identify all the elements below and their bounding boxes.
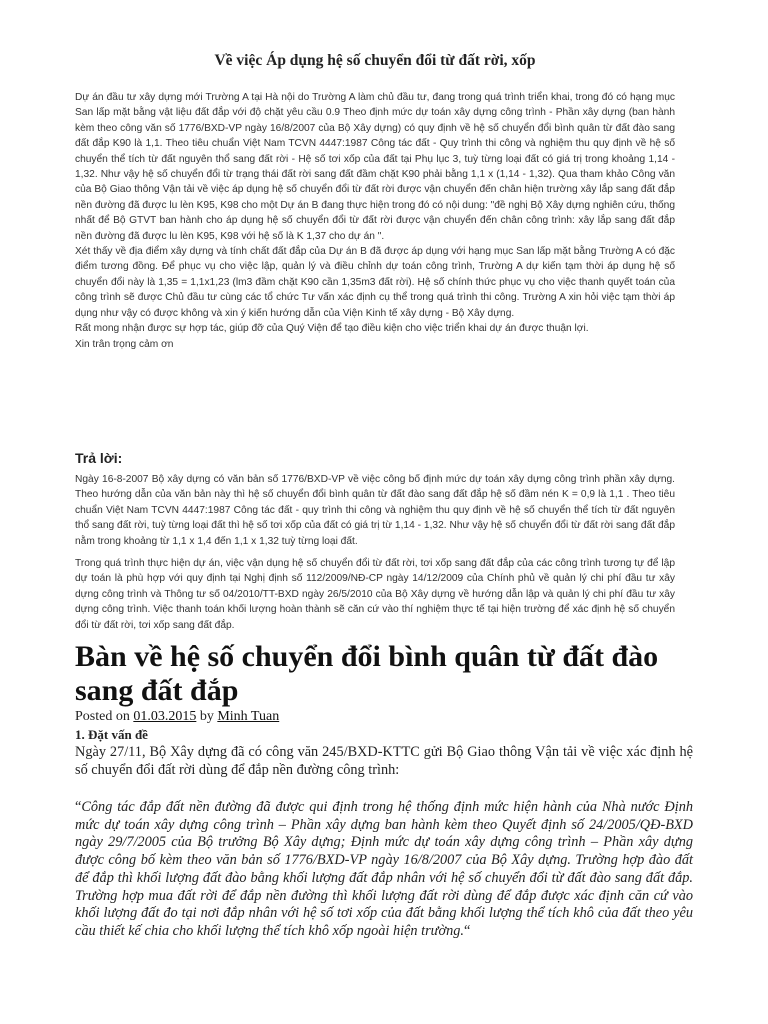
quote-close-mark: “ (463, 922, 471, 939)
article (75, 640, 693, 941)
posted-by: by (199, 709, 214, 724)
answer-heading: Trả lời: (75, 450, 123, 466)
article-quote (75, 799, 693, 941)
answer-paragraph: Ngày 16-8-2007 Bộ xây dựng có văn bản số 1776/BXD-VP về việc công bố định mức dự toán xây dựng công trình phần xây dựng. Theo hướng dẫn của văn bản này thì hệ số chuyển đổi bình quân từ đất đào sang đất đắp hệ số đầm nén K = 0,9 là 1,1 . Theo tiêu chuẩn Việt Nam TCVN 4447:1987 Công tác đất - quy trình thi công và nghiệm thu quy định về hệ số chuyển thể tích từ đất nguyên thổ sang đất rời, tuỳ từng loại đất thì hệ số tơi xốp của đất có giá trị từ 1,14 - 1,32. Như vậy hệ số chuyển đổi từ đất rời sang đất đắp nằm trong khoảng từ 1,1 x 1,4 đến 1,1 x 1,32 tuỳ từng loại đất. (75, 474, 675, 547)
post-meta (75, 709, 693, 725)
article-title: Bàn về hệ số chuyển đổi bình quân từ đất đào sang đất đắp (75, 640, 659, 707)
article-intro: Ngày 27/11, Bộ Xây dựng đã có công văn 245/BXD-KTTC gửi Bộ Giao thông Vận tải về việc xác định hệ số chuyển đổi đất rời dùng để đắp nền đường công trình: (75, 744, 693, 778)
question-section (75, 90, 675, 352)
quote-text: Công tác đắp đất nền đường đã được qui định trong hệ thống định mức hiện hành của Nhà nước Định mức dự toán xây dựng công trình – Phần xây dựng ban hành kèm theo Quyết định số 24/2005/QĐ-BXD ngày 29/7/2005 của Bộ trưởng Bộ Xây dựng; Định mức dự toán xây dựng công trình – Phần xây dựng được công bố kèm theo văn bản số 1776/BXD-VP ngày 16/8/2007 của Bộ Xây dựng. Trường hợp đào đất để đắp thì khối lượng đất đào bằng khối lượng đất đắp nhân với hệ số chuyển đổi từ đất đào sang đất đắp. Trường hợp mua đất rời để đắp nền đường thì khối lượng đất rời dùng để đắp được xác định căn cứ vào khối lượng đất đo tại nơi đắp nhân với hệ số tơi xốp của đất bằng khối lượng thể tích khô của đất theo yêu cầu thiết kế chia cho khối lượng thể tích khô xốp ngoài hiện trường. (75, 799, 693, 939)
question-paragraph: Xét thấy về địa điểm xây dựng và tính chất đất đắp của Dự án B đã được áp dụng với hạng mục San lấp mặt bằng Trường A có đặc điểm tương đồng. Để phục vụ cho việc lập, quản lý và điều chỉnh dự toán công trình, Trường A dự kiến tạm thời áp dụng hệ số chuyển đổi này là 1,35 = 1,1x1,23 (lm3 đầm chặt K90 cần 1,35m3 đất rời). Hệ số chính thức phục vụ cho việc thanh quyết toán của công trình sẽ được Chủ đầu tư cùng các tổ chức Tư vấn xác định cụ thể trong quá trình thi công. Trường A xin hỏi việc tạm thời áp dụng như vậy có được không và xin ý kiến hướng dẫn của Viện Kinh tế xây dựng - Bộ Xây dựng. (75, 246, 675, 319)
author-link[interactable]: Minh Tuan (217, 709, 280, 724)
answer-paragraph: Trong quá trình thực hiện dự án, việc vận dụng hệ số chuyển đổi từ đất rời, tơi xốp sang đất đắp của các công trình tương tự để lập dự toán là phù hợp với quy định tại Nghị định số 112/2009/NĐ-CP ngày 14/12/2009 của Chính phủ về quản lý chi phí đầu tư xây dựng công trình và Thông tư số 04/2010/TT-BXD ngày 26/5/2010 của Bộ Xây dựng về hướng dẫn lập và quản lý chi phí đầu tư xây dựng công trình. Việc thanh toán khối lượng hoàn thành sẽ căn cứ vào thí nghiệm thực tế tại hiện trường để xác định hệ số chuyển đổi từ đất rời, tơi xốp sang đất đắp. (75, 558, 675, 631)
answer-section (75, 472, 675, 640)
document-title: Về việc Áp dụng hệ số chuyển đổi từ đất rời, xốp (214, 52, 536, 69)
posted-date-link[interactable]: 01.03.2015 (133, 709, 197, 724)
question-paragraph: Rất mong nhận được sự hợp tác, giúp đỡ của Quý Viện để tạo điều kiện cho việc triển khai dự án được thuận lợi. (75, 323, 589, 335)
posted-prefix: Posted on (75, 709, 130, 724)
question-paragraph: Dự án đầu tư xây dựng mới Trường A tại Hà nội do Trường A làm chủ đầu tư, đang trong quá trình triển khai, trong đó có hạng mục San lấp mặt bằng vật liệu đất đắp với độ chặt yêu cầu 0.9 Theo định mức dự toán xây dựng công trình - Phần xây dựng (ban hành kèm theo công văn số 1776/BXD-VP ngày 16/8/2007 của Bộ Xây dựng) có quy định về hệ số chuyển đổi bình quân từ đất đào sang đất đắp K90 là 1,1. Theo tiêu chuẩn Việt Nam TCVN 4447:1987 Công tác đất - Quy trình thi công và nghiệm thu quy định về hệ số chuyển thể tích từ đất nguyên thổ sang đất rời - Hệ số tơi xốp của đất tại Phụ lục 3, tuỳ từng loại đất có giá trị trong khoảng 1,14 - 1,32. Như vậy hệ số chuyển đổi từ trạng thái đất rời sang đất đầm chặt K90 phải bằng 1,1 x (1,14 - 1,32). Qua tham khảo Công văn của Bộ Giao thông Vận tải về việc áp dụng hệ số chuyển đổi từ đất rời được vận chuyển đến chân hiện trường xây lắp sang đất đắp nền đường đã được lu lèn K95, K98 cho một Dự án B đang thực hiện trong đó có nội dung: "đề nghị Bộ Xây dựng nghiên cứu, thống nhất để Bộ GTVT ban hành cho áp dụng hệ số chuyển đổi từ đất rời được vận chuyển đến chân công trình: xây lắp sang đất đắp nền đường đã được lu lèn K95, K98 với hệ số là K 1,37 cho dự án ". (75, 92, 675, 242)
quote-open-mark: “ (75, 799, 82, 815)
section-heading: 1. Đặt vấn đề (75, 727, 148, 742)
question-closing: Xin trân trọng cảm ơn (75, 338, 174, 350)
